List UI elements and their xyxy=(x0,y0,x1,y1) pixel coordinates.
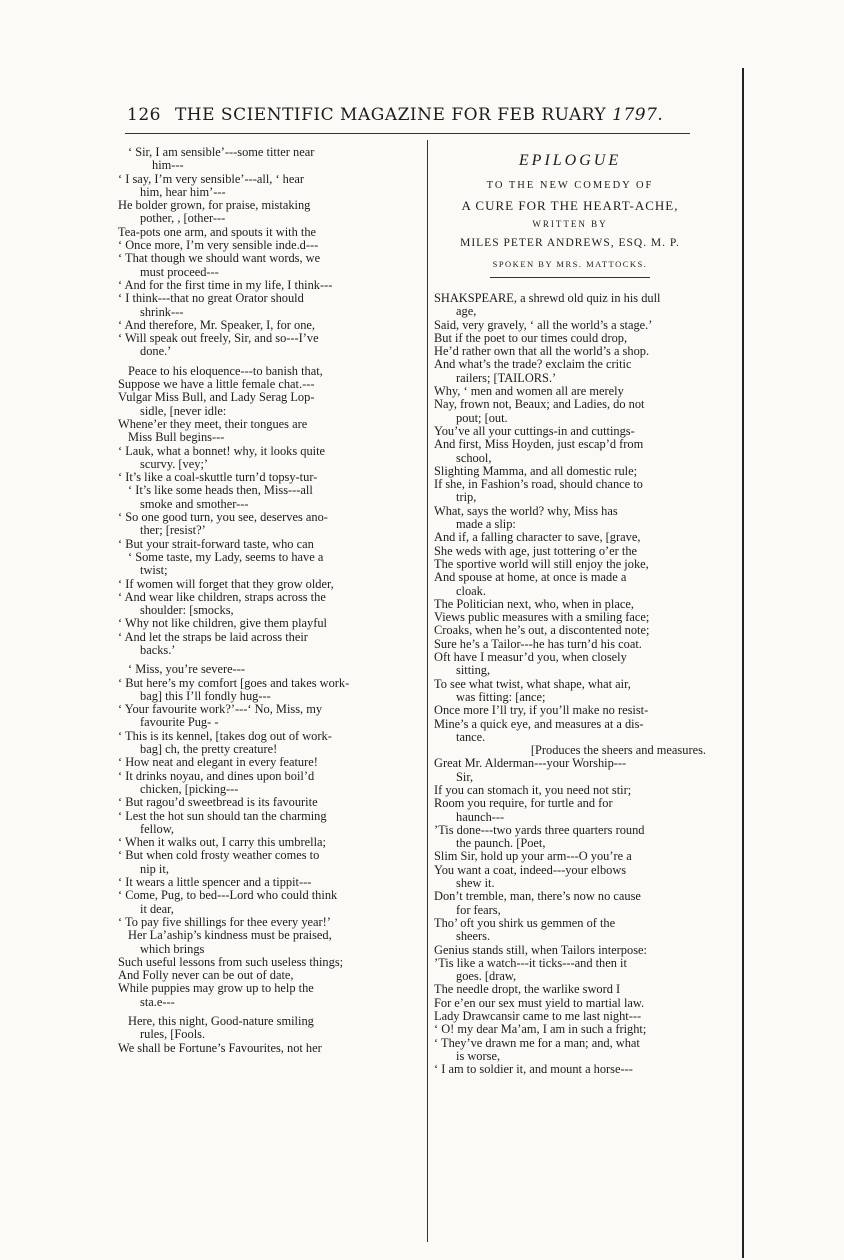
page-number: 126 xyxy=(127,105,161,125)
text-line: backs.’ xyxy=(140,643,176,657)
text-line: If you can stomach it, you need not stir; xyxy=(434,783,632,797)
text-line: sta.e--- xyxy=(140,995,175,1009)
text-line: him, hear him’--- xyxy=(140,185,226,199)
text-line: ‘ This is its kennel, [takes dog out of work- xyxy=(118,729,332,743)
text-line: ‘ And therefore, Mr. Speaker, I, for one, xyxy=(118,318,315,332)
text-line: sidle, [never idle: xyxy=(140,404,227,418)
text-line: Don’t tremble, man, there’s now no cause xyxy=(434,890,641,904)
text-line: ‘ And wear like children, straps across the xyxy=(118,590,326,604)
text-line: pout; [out. xyxy=(456,411,508,425)
page-edge-line xyxy=(742,68,744,1258)
text-line: bag] ch, the pretty creature! xyxy=(140,743,278,757)
text-line: Sir, xyxy=(456,770,474,784)
author-name: MILES PETER ANDREWS, ESQ. M. P. xyxy=(460,237,680,249)
text-line: pother, , [other--- xyxy=(140,212,226,226)
epilogue-title: EPILOGUE xyxy=(518,152,622,169)
text-line: bag] this I’ll fondly hug--- xyxy=(140,689,271,703)
text-line: nip it, xyxy=(140,862,169,876)
text-line: ther; [resist?’ xyxy=(140,524,206,538)
text-line: And Folly never can be out of date, xyxy=(118,969,294,983)
text-line: cloak. xyxy=(456,584,486,598)
text-line: And what’s the trade? exclaim the critic xyxy=(434,358,632,372)
text-line: was fitting: [ance; xyxy=(456,690,546,704)
text-line: [Produces the sheers and measures. xyxy=(530,744,706,758)
column-divider xyxy=(427,140,428,1242)
text-line: If she, in Fashion’s road, should chance to xyxy=(434,478,643,492)
text-line: chicken, [picking--- xyxy=(140,782,239,796)
text-line: ‘ Come, Pug, to bed---Lord who could think xyxy=(118,889,338,903)
text-line: He bolder grown, for praise, mistaking xyxy=(118,199,311,213)
written-by: WRITTEN BY xyxy=(532,219,608,229)
text-line: ‘ It wears a little spencer and a tippit--- xyxy=(118,876,312,890)
text-line: Views public measures with a smiling face; xyxy=(434,611,650,625)
text-line: We shall be Fortune’s Favourites, not her xyxy=(118,1041,322,1055)
text-line: ‘ Some taste, my Lady, seems to have a xyxy=(128,550,324,564)
text-line: She weds with age, just tottering o’er the xyxy=(434,544,638,558)
text-line: ‘ If women will forget that they grow older, xyxy=(118,577,334,591)
text-line: The needle dropt, the warlike sword I xyxy=(434,983,621,997)
text-line: for fears, xyxy=(456,903,501,917)
epilogue-subtitle: TO THE NEW COMEDY OF xyxy=(486,180,654,191)
text-line: Slighting Mamma, and all domestic rule; xyxy=(434,464,638,478)
text-line: Miss Bull begins--- xyxy=(128,431,225,445)
text-line: ‘ But here’s my comfort [goes and takes work- xyxy=(118,676,350,690)
text-line: And spouse at home, at once is made a xyxy=(434,571,627,585)
issue-year: 1797. xyxy=(612,105,664,125)
text-line: ’Tis done---two yards three quarters round xyxy=(434,823,645,837)
text-line: trip, xyxy=(456,491,477,505)
text-line: ‘ But ragou’d sweetbread is its favourite xyxy=(118,796,318,810)
text-line: Oft have I measur’d you, when closely xyxy=(434,651,627,665)
text-line: But if the poet to our times could drop, xyxy=(434,331,628,345)
text-line: ‘ But when cold frosty weather comes to xyxy=(118,849,320,863)
text-line: haunch--- xyxy=(456,810,505,824)
text-line: sheers. xyxy=(456,930,491,944)
text-line: Tea-pots one arm, and spouts it with the xyxy=(118,225,317,239)
text-line: Peace to his eloquence---to banish that, xyxy=(128,364,323,378)
text-line: smoke and smother--- xyxy=(140,497,249,511)
text-line: railers; [TAILORS.’ xyxy=(456,371,557,385)
text-line: Mine’s a quick eye, and measures at a dis- xyxy=(434,717,644,731)
text-line: ‘ Will speak out freely, Sir, and so---I’ve xyxy=(118,332,319,346)
text-line: Such useful lessons from such useless things; xyxy=(118,955,344,969)
text-line: ‘ And for the first time in my life, I think--- xyxy=(118,278,333,292)
text-line: ‘ Why not like children, give them playful xyxy=(118,617,327,631)
text-line: ‘ Sir, I am sensible’---some titter near xyxy=(128,146,315,159)
text-line: Croaks, when he’s out, a discontented note; xyxy=(434,624,650,638)
text-line: Suppose we have a little female chat.--- xyxy=(118,378,315,392)
text-line: must proceed--- xyxy=(140,265,219,279)
text-line: made a slip: xyxy=(456,518,516,532)
epilogue-verse xyxy=(434,292,706,1077)
text-line: favourite Pug- - xyxy=(140,716,219,730)
text-line: And if, a falling character to save, [grave, xyxy=(434,531,641,545)
text-line: ‘ It drinks noyau, and dines upon boil’d xyxy=(118,769,315,783)
text-line: is worse, xyxy=(456,1049,501,1063)
text-line: Why, ‘ men and women all are merely xyxy=(434,385,624,399)
text-line: And first, Miss Hoyden, just escap’d from xyxy=(434,438,644,452)
text-line: shrink--- xyxy=(140,305,184,319)
text-line: ‘ Lauk, what a bonnet! why, it looks quite xyxy=(118,444,326,458)
text-line: ‘ To pay five shillings for thee every year!’ xyxy=(118,915,331,929)
text-line: ‘ And let the straps be laid across their xyxy=(118,630,308,644)
text-line: Once more I’ll try, if you’ll make no resist- xyxy=(434,704,649,718)
text-line: ‘ I say, I’m very sensible’---all, ‘ hear xyxy=(118,172,305,186)
text-line: the paunch. [Poet, xyxy=(456,837,546,851)
text-line: Whene’er they meet, their tongues are xyxy=(118,417,308,431)
text-line: ‘ When it walks out, I carry this umbrella; xyxy=(118,836,326,850)
left-column xyxy=(118,146,420,1055)
text-line: Tho’ oft you shirk us gemmen of the xyxy=(434,916,616,930)
text-line: rules, [Fools. xyxy=(140,1028,206,1042)
text-line: ‘ Once more, I’m very sensible inde.d--- xyxy=(118,239,319,253)
play-title: A CURE FOR THE HEART-ACHE, xyxy=(461,198,679,213)
text-line: ‘ I think---that no great Orator should xyxy=(118,292,304,306)
text-line: For e’en our sex must yield to martial law. xyxy=(434,996,645,1010)
text-line: done.’ xyxy=(140,345,172,359)
text-line: age, xyxy=(456,305,477,319)
text-line: Slim Sir, hold up your arm---O you’re a xyxy=(434,850,632,864)
text-line: goes. [draw, xyxy=(456,970,517,984)
text-line: Vulgar Miss Bull, and Lady Serag Lop- xyxy=(118,391,315,405)
text-line: Here, this night, Good-nature smiling xyxy=(128,1015,314,1028)
text-line: The sportive world will still enjoy the joke, xyxy=(434,557,649,571)
text-line: Sure he’s a Tailor---he has turn’d his coat. xyxy=(434,637,642,651)
text-line: ‘ That though we should want words, we xyxy=(118,252,321,266)
text-line: ‘ So one good turn, you see, deserves ano- xyxy=(118,511,328,525)
text-line: While puppies may grow up to help the xyxy=(118,982,314,996)
magazine-title: THE SCIENTIFIC MAGAZINE FOR FEB RUARY xyxy=(174,105,607,125)
text-line: ‘ O! my dear Ma’am, I am in such a fright; xyxy=(434,1023,647,1037)
text-line: it dear, xyxy=(140,902,174,916)
text-line: which brings xyxy=(140,942,205,956)
text-line: The Politician next, who, when in place, xyxy=(434,597,634,611)
text-line: ‘ Miss, you’re severe--- xyxy=(128,663,245,677)
spoken-by: SPOKEN BY MRS. MATTOCKS. xyxy=(492,259,648,269)
text-line: shoulder: [smocks, xyxy=(140,604,234,618)
text-line: Her La’aship’s kindness must be praised, xyxy=(128,929,332,943)
text-line: ‘ They’ve drawn me for a man; and, what xyxy=(434,1036,640,1050)
text-line: fellow, xyxy=(140,822,174,836)
text-line: You want a coat, indeed---your elbows xyxy=(434,863,627,877)
text-line: ‘ It’s like a coal-skuttle turn’d topsy-tur- xyxy=(118,471,318,485)
text-line: ‘ But your strait-forward taste, who can xyxy=(118,537,314,551)
text-line: ‘ I am to soldier it, and mount a horse--- xyxy=(434,1063,633,1077)
epilogue-rule xyxy=(490,277,650,278)
text-line: shew it. xyxy=(456,877,495,891)
header-rule xyxy=(125,133,690,134)
text-line: What, says the world? why, Miss has xyxy=(434,504,618,518)
text-line: tance. xyxy=(456,730,486,744)
text-line: Genius stands still, when Tailors interpose: xyxy=(434,943,647,957)
text-line: Lady Drawcansir came to me last night--- xyxy=(434,1010,642,1024)
text-line: ‘ Your favourite work?’---‘ No, Miss, my xyxy=(118,703,323,717)
text-line: him--- xyxy=(152,159,184,173)
text-line: Great Mr. Alderman---your Worship--- xyxy=(434,757,627,771)
text-line: Room you require, for turtle and for xyxy=(434,797,613,811)
text-line: school, xyxy=(456,451,492,465)
text-line: twist; xyxy=(140,564,168,578)
text-line: To see what twist, what shape, what air, xyxy=(434,677,631,691)
running-header xyxy=(127,105,687,125)
text-line: scurvy. [vey;’ xyxy=(140,457,209,471)
text-line: ‘ It’s like some heads then, Miss---all xyxy=(128,484,313,498)
text-line: sitting, xyxy=(456,664,491,678)
text-line: He’d rather own that all the world’s a shop. xyxy=(434,345,650,359)
text-line: ’Tis like a watch---it ticks---and then it xyxy=(434,956,627,970)
text-line: You’ve all your cuttings-in and cuttings- xyxy=(434,424,635,438)
text-line: Nay, frown not, Beaux; and Ladies, do not xyxy=(434,398,645,412)
text-line: ‘ How neat and elegant in every feature! xyxy=(118,756,318,770)
text-line: SHAKSPEARE, a shrewd old quiz in his dull xyxy=(434,292,661,305)
text-line: Said, very gravely, ‘ all the world’s a stage.’ xyxy=(434,318,653,332)
right-column xyxy=(434,150,706,1077)
text-line: ‘ Lest the hot sun should tan the charming xyxy=(118,809,327,823)
